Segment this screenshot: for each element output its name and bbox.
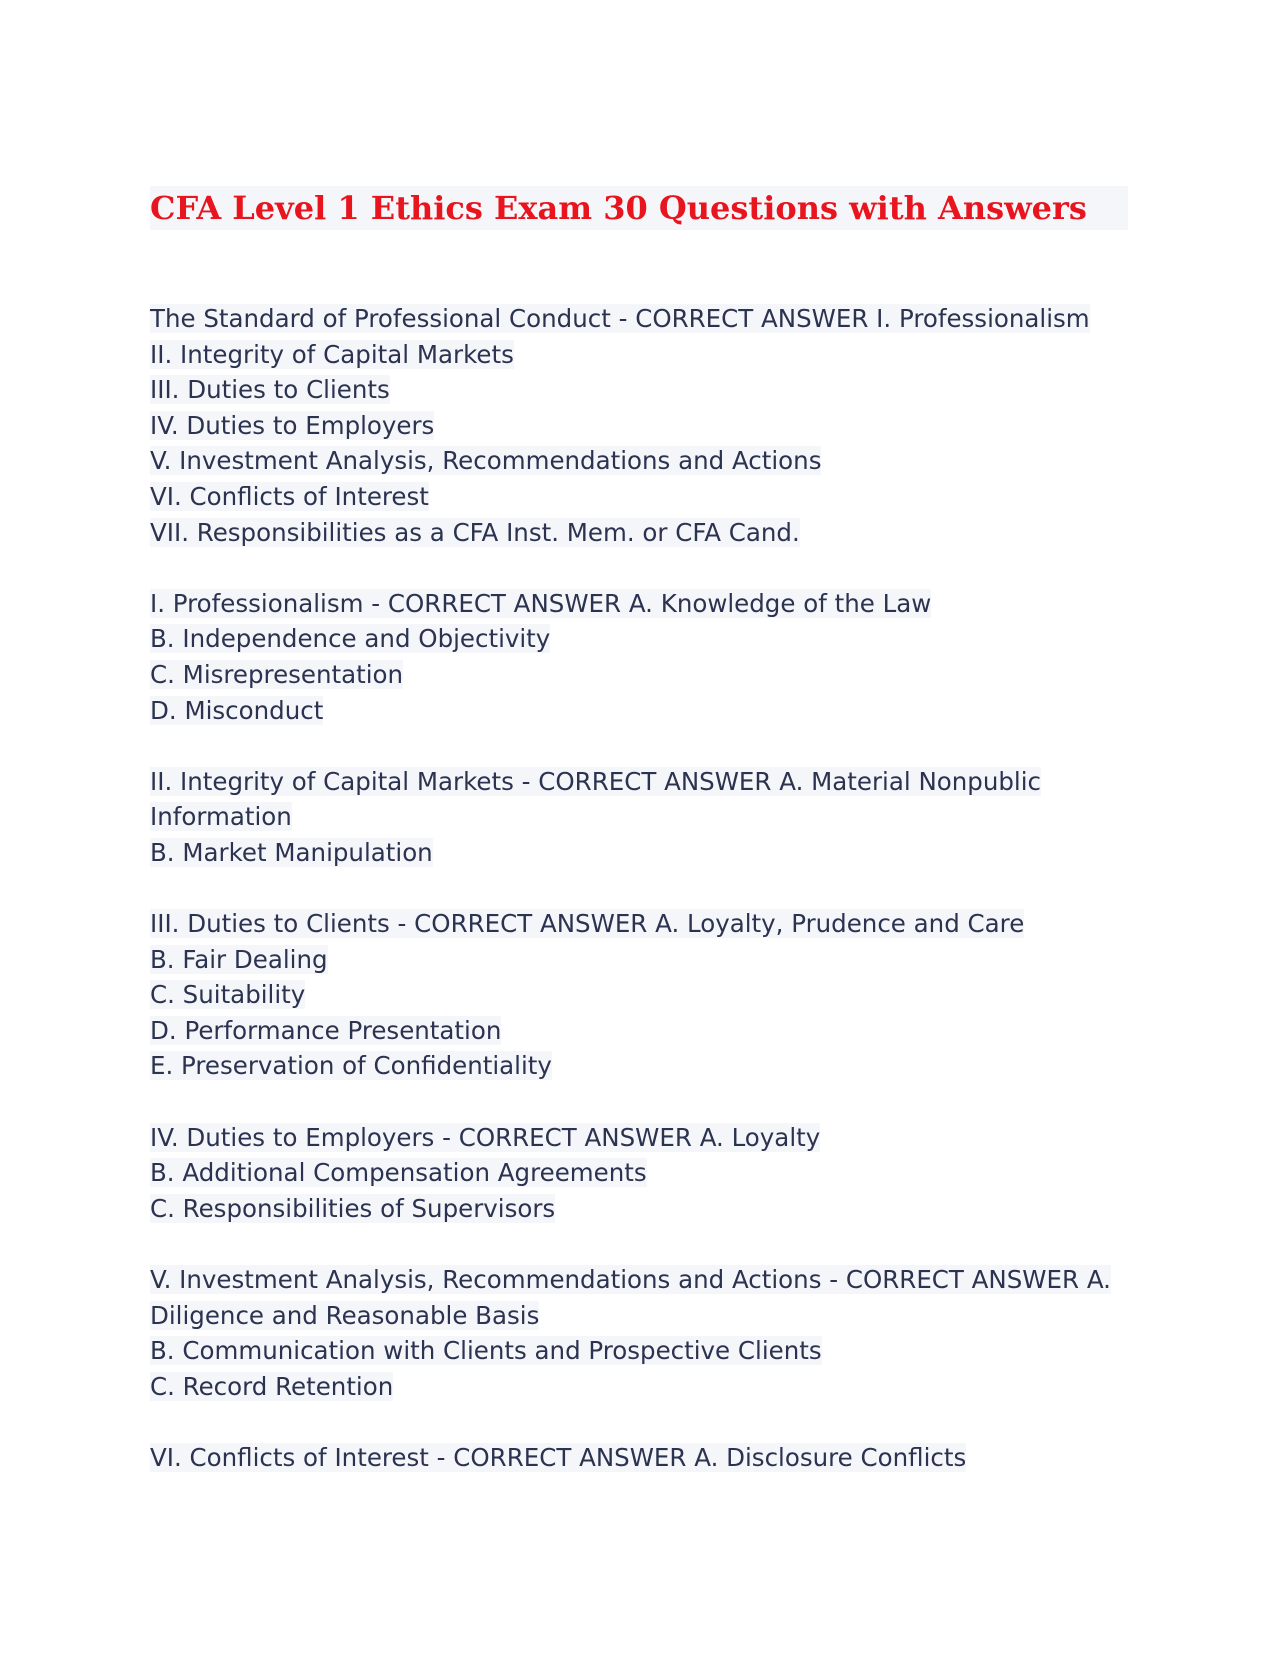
answer-line: C. Suitability [150, 980, 306, 1010]
qa-block [150, 301, 1130, 550]
qa-heading-line [150, 1265, 1111, 1330]
answer-text: A. Knowledge of the Law [628, 588, 932, 618]
qa-block [150, 1440, 1130, 1476]
question-text: II. Integrity of Capital Markets [150, 766, 514, 796]
qa-block [150, 906, 1130, 1084]
qa-heading-line [150, 909, 1024, 938]
answer-line: V. Investment Analysis, Recommendations and Actions [150, 446, 822, 476]
answer-line: B. Communication with Clients and Prospective Clients [150, 1336, 822, 1366]
answer-text: A. Loyalty, Prudence and Care [655, 909, 1025, 939]
correct-answer-label: - CORRECT ANSWER [821, 1265, 1087, 1295]
qa-heading-line [150, 1443, 966, 1472]
question-text: I. Professionalism [150, 588, 364, 618]
question-text: V. Investment Analysis, Recommendations and Actions [150, 1265, 822, 1295]
correct-answer-label: - CORRECT ANSWER [389, 909, 656, 939]
answer-line: IV. Duties to Employers [150, 410, 435, 440]
qa-block [150, 586, 1130, 728]
document-body [150, 301, 1130, 1476]
qa-heading-line [150, 767, 1041, 832]
answer-line: C. Record Retention [150, 1371, 394, 1401]
qa-block [150, 764, 1130, 871]
answer-line: D. Performance Presentation [150, 1015, 502, 1045]
answer-text: A. Disclosure Conflicts [694, 1443, 967, 1472]
correct-answer-label: - CORRECT ANSWER [428, 1443, 695, 1472]
answer-line: B. Independence and Objectivity [150, 624, 551, 654]
document-title: CFA Level 1 Ethics Exam 30 Questions with Answers [150, 186, 1128, 230]
answer-line: B. Fair Dealing [150, 944, 328, 974]
answer-line: VI. Conflicts of Interest [150, 481, 429, 511]
question-text: VI. Conflicts of Interest [150, 1443, 429, 1472]
question-text: The Standard of Professional Conduct [150, 304, 611, 333]
correct-answer-label: - CORRECT ANSWER [610, 304, 877, 333]
qa-block [150, 1120, 1130, 1227]
qa-heading-line [150, 589, 931, 618]
question-text: IV. Duties to Employers [150, 1122, 435, 1152]
answer-line: II. Integrity of Capital Markets [150, 339, 514, 369]
document-page [150, 186, 1130, 1511]
correct-answer-label: - CORRECT ANSWER [363, 588, 629, 618]
answer-text: A. Loyalty [699, 1122, 821, 1152]
question-text: III. Duties to Clients [150, 909, 390, 939]
qa-heading-line [150, 1123, 820, 1152]
answer-line: VII. Responsibilities as a CFA Inst. Mem. or CFA Cand. [150, 517, 800, 547]
answer-line: B. Market Manipulation [150, 837, 433, 867]
answer-line: B. Additional Compensation Agreements [150, 1158, 647, 1188]
qa-heading-line [150, 304, 1090, 333]
answer-text: A. Material Nonpublic Information [150, 766, 1042, 832]
answer-line: D. Misconduct [150, 695, 324, 725]
answer-line: E. Preservation of Confidentiality [150, 1051, 552, 1081]
answer-line: C. Responsibilities of Supervisors [150, 1193, 556, 1223]
answer-text: I. Professionalism [876, 304, 1090, 333]
answer-line: III. Duties to Clients [150, 375, 390, 405]
correct-answer-label: - CORRECT ANSWER [434, 1122, 700, 1152]
answer-line: C. Misrepresentation [150, 659, 404, 689]
correct-answer-label: - CORRECT ANSWER [513, 766, 780, 796]
answer-text: A. Diligence and Reasonable Basis [150, 1265, 1111, 1330]
qa-block [150, 1262, 1130, 1404]
